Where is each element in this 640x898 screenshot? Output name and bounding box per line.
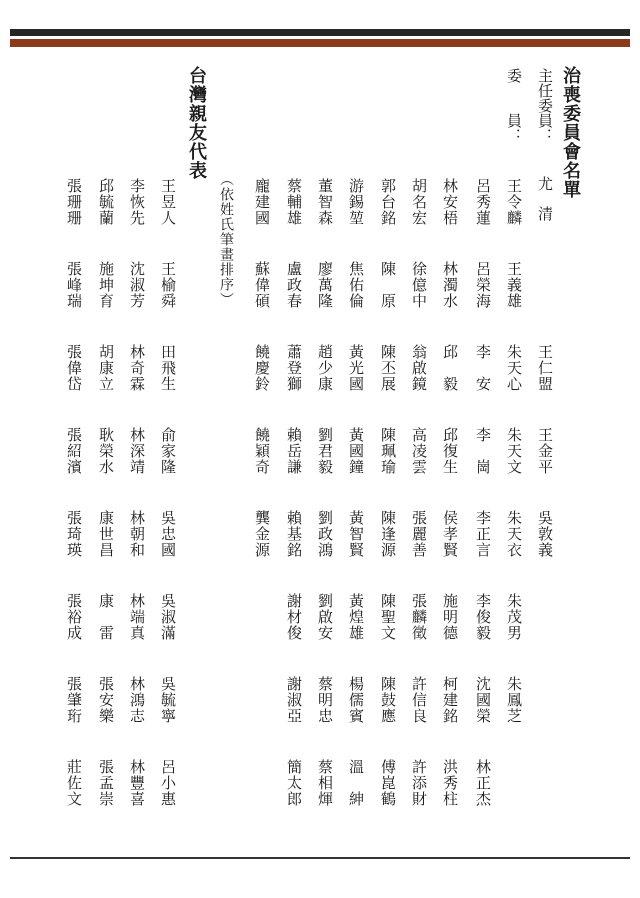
person-name: 李恢先 bbox=[128, 178, 146, 225]
person-name: 胡名宏 bbox=[410, 178, 428, 225]
person-name: 李俊毅 bbox=[474, 593, 492, 640]
person-name: 施明德 bbox=[441, 593, 459, 640]
person-name: 黃智賢 bbox=[347, 510, 365, 557]
person-name: 張安樂 bbox=[97, 676, 115, 723]
person-name: 劉君毅 bbox=[316, 427, 334, 474]
person-name: 林安梧 bbox=[441, 178, 459, 225]
person-name: 李 崗 bbox=[474, 427, 492, 474]
person-name: 徐億中 bbox=[410, 261, 428, 308]
person-name: 呂秀蓮 bbox=[474, 178, 492, 225]
person-name: 朱茂男 bbox=[505, 593, 523, 640]
person-name: 柯建銘 bbox=[441, 676, 459, 723]
person-name: 呂榮海 bbox=[474, 261, 492, 308]
person-name: 林正杰 bbox=[474, 759, 492, 806]
person-name: 傅崑鶴 bbox=[379, 759, 397, 806]
person-name: 張麟徵 bbox=[410, 593, 428, 640]
person-name: 謝淑亞 bbox=[285, 676, 303, 723]
person-name: 邱復生 bbox=[441, 427, 459, 474]
person-name: 郭台銘 bbox=[379, 178, 397, 225]
person-name: 許添財 bbox=[410, 759, 428, 806]
person-name: 黃煌雄 bbox=[347, 593, 365, 640]
person-name: 饒穎奇 bbox=[253, 427, 271, 474]
person-name: 楊儒賓 bbox=[347, 676, 365, 723]
person-name: 盧政春 bbox=[285, 261, 303, 308]
person-name: 王昱人 bbox=[159, 178, 177, 225]
person-name: 李 安 bbox=[474, 344, 492, 391]
person-name: 陳珮瑜 bbox=[379, 427, 397, 474]
person-name: 黃光國 bbox=[347, 344, 365, 391]
person-name: 胡康立 bbox=[97, 344, 115, 391]
person-name: 饒慶鈴 bbox=[253, 344, 271, 391]
person-name: 龔金源 bbox=[253, 510, 271, 557]
person-name: 賴基銘 bbox=[285, 510, 303, 557]
person-name: 侯孝賢 bbox=[441, 510, 459, 557]
person-name: 黃國鐘 bbox=[347, 427, 365, 474]
person-name: 張琦瑛 bbox=[65, 510, 83, 557]
person-name: 游錫堃 bbox=[347, 178, 365, 225]
person-name: 朱天文 bbox=[505, 427, 523, 474]
person-name: 吳敦義 bbox=[536, 510, 554, 557]
person-name: 陳 原 bbox=[379, 261, 397, 308]
person-name: 王令麟 bbox=[505, 178, 523, 225]
sort-note: （依姓氏筆畫排序） bbox=[218, 172, 234, 307]
person-name: 簡太郎 bbox=[285, 759, 303, 806]
person-name: 洪秀柱 bbox=[441, 759, 459, 806]
person-name: 林朝和 bbox=[128, 510, 146, 557]
person-name: 林鴻志 bbox=[128, 676, 146, 723]
person-name: 吳忠國 bbox=[159, 510, 177, 557]
person-name: 陳逢源 bbox=[379, 510, 397, 557]
person-name: 張孟崇 bbox=[97, 759, 115, 806]
person-name: 蔡輔雄 bbox=[285, 178, 303, 225]
person-name: 廖萬隆 bbox=[316, 261, 334, 308]
person-name: 高凌雲 bbox=[410, 427, 428, 474]
footer-rule bbox=[10, 857, 630, 859]
person-name: 林豐喜 bbox=[128, 759, 146, 806]
person-name: 翁啟鏡 bbox=[410, 344, 428, 391]
person-name: 蔡相煇 bbox=[316, 759, 334, 806]
person-name: 田飛生 bbox=[159, 344, 177, 391]
person-name: 邱 毅 bbox=[441, 344, 459, 391]
person-name: 董智森 bbox=[316, 178, 334, 225]
person-name: 呂小惠 bbox=[159, 759, 177, 806]
person-name: 蔡明忠 bbox=[316, 676, 334, 723]
person-name: 施坤育 bbox=[97, 261, 115, 308]
person-name: 陳丕展 bbox=[379, 344, 397, 391]
person-name: 王義雄 bbox=[505, 261, 523, 308]
chair-name: 尤 清 bbox=[536, 176, 554, 221]
person-name: 張峰瑞 bbox=[65, 261, 83, 308]
friends-title: 台灣親友代表 bbox=[186, 66, 207, 180]
person-name: 許信良 bbox=[410, 676, 428, 723]
person-name: 王金平 bbox=[536, 427, 554, 474]
person-name: 康世昌 bbox=[97, 510, 115, 557]
person-name: 林濁水 bbox=[441, 261, 459, 308]
header-band-rust bbox=[10, 39, 630, 47]
person-name: 陳鼓應 bbox=[379, 676, 397, 723]
person-name: 劉政鴻 bbox=[316, 510, 334, 557]
person-name: 沈淑芳 bbox=[128, 261, 146, 308]
person-name: 李正言 bbox=[474, 510, 492, 557]
person-name: 朱天心 bbox=[505, 344, 523, 391]
person-name: 蕭登獅 bbox=[285, 344, 303, 391]
person-name: 焦佑倫 bbox=[347, 261, 365, 308]
person-name: 朱鳳芝 bbox=[505, 676, 523, 723]
person-name: 溫 紳 bbox=[347, 759, 365, 806]
person-name: 康 雷 bbox=[97, 593, 115, 640]
header-band-dark bbox=[10, 29, 630, 36]
person-name: 張麗善 bbox=[410, 510, 428, 557]
person-name: 劉啟安 bbox=[316, 593, 334, 640]
person-name: 邱毓蘭 bbox=[97, 178, 115, 225]
person-name: 吳淑滿 bbox=[159, 593, 177, 640]
person-name: 張紹濱 bbox=[65, 427, 83, 474]
person-name: 張肇珩 bbox=[65, 676, 83, 723]
person-name: 蘇偉碩 bbox=[253, 261, 271, 308]
members-label: 委 員： bbox=[505, 68, 523, 143]
person-name: 龐建國 bbox=[253, 178, 271, 225]
person-name: 莊佐文 bbox=[65, 759, 83, 806]
person-name: 張偉岱 bbox=[65, 344, 83, 391]
person-name: 趙少康 bbox=[316, 344, 334, 391]
person-name: 王仁盟 bbox=[536, 344, 554, 391]
person-name: 林奇霖 bbox=[128, 344, 146, 391]
person-name: 林端真 bbox=[128, 593, 146, 640]
person-name: 王榆舜 bbox=[159, 261, 177, 308]
committee-title: 治喪委員會名單 bbox=[560, 66, 581, 199]
person-name: 林深靖 bbox=[128, 427, 146, 474]
person-name: 謝材俊 bbox=[285, 593, 303, 640]
person-name: 賴岳謙 bbox=[285, 427, 303, 474]
person-name: 耿榮水 bbox=[97, 427, 115, 474]
person-name: 沈國榮 bbox=[474, 676, 492, 723]
person-name: 張珊珊 bbox=[65, 178, 83, 225]
chair-label: 主任委員： bbox=[536, 68, 554, 143]
person-name: 張裕成 bbox=[65, 593, 83, 640]
person-name: 俞家隆 bbox=[159, 427, 177, 474]
person-name: 陳聖文 bbox=[379, 593, 397, 640]
person-name: 朱天衣 bbox=[505, 510, 523, 557]
person-name: 吳毓寧 bbox=[159, 676, 177, 723]
